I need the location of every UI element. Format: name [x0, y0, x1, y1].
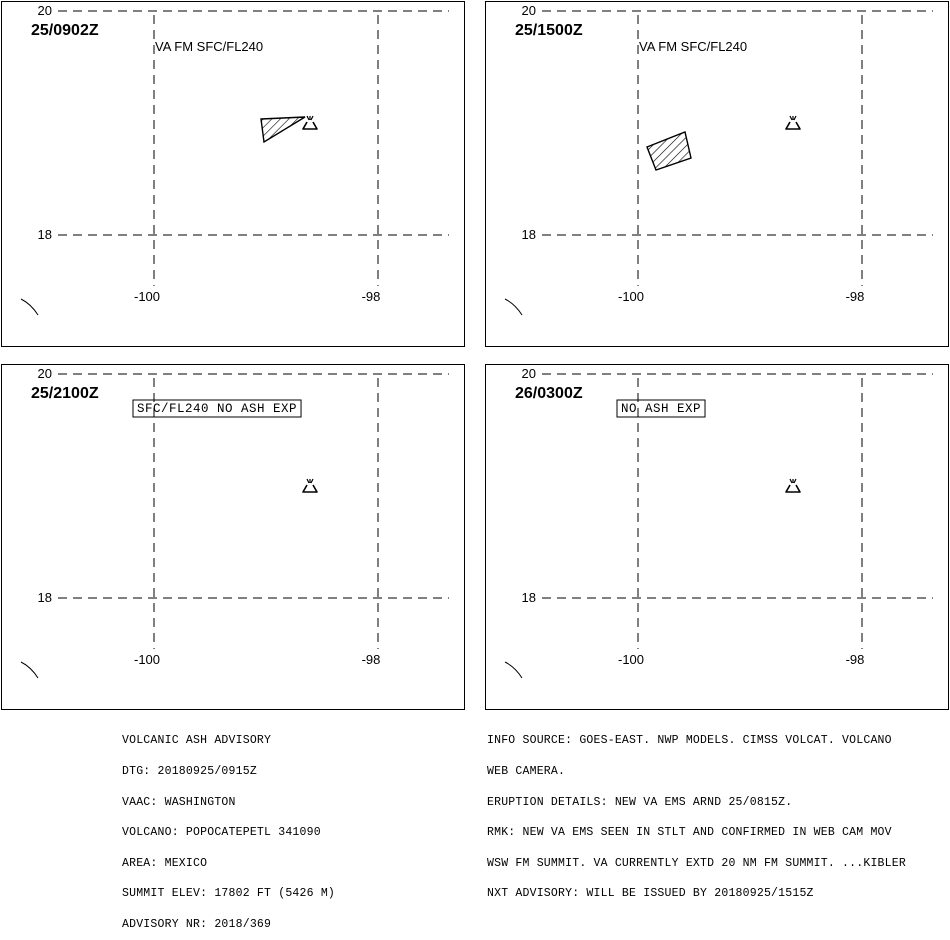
map-panel	[486, 2, 949, 347]
advisory-line: NXT ADVISORY: WILL BE ISSUED BY 20180925/1515Z	[487, 887, 814, 901]
advisory-line: VOLCANO: POPOCATEPETL 341090	[122, 826, 321, 840]
lon-tick-label: -100	[133, 652, 161, 667]
volcano-icon	[786, 116, 800, 129]
volcano-icon	[786, 479, 800, 492]
coastline	[21, 299, 38, 315]
panel-time-label: 26/0300Z	[515, 385, 583, 402]
advisory-line: ERUPTION DETAILS: NEW VA EMS ARND 25/0815Z.	[487, 795, 793, 809]
lon-tick-label: -98	[361, 652, 381, 667]
advisory-info-right	[487, 716, 906, 910]
volcano-icon	[303, 479, 317, 492]
coastline	[505, 662, 522, 678]
coastline	[505, 299, 522, 315]
advisory-line: ADVISORY NR: 2018/369	[122, 917, 272, 931]
advisory-line: VOLCANIC ASH ADVISORY	[122, 734, 272, 748]
volcano-plume	[307, 479, 313, 483]
lat-tick-label: 18	[37, 227, 52, 242]
panel-time-label: 25/1500Z	[515, 22, 583, 39]
advisory-line: VAAC: WASHINGTON	[122, 795, 236, 809]
lon-tick-label: -100	[133, 289, 161, 304]
panel-border	[2, 365, 465, 710]
volcano-cone	[303, 485, 317, 492]
lat-tick-label: 18	[37, 590, 52, 605]
panel-caption: SFC/FL240 NO ASH EXP	[137, 402, 298, 416]
volcano-plume	[307, 116, 313, 120]
ash-area	[261, 117, 305, 142]
panel-caption: VA FM SFC/FL240	[155, 39, 264, 54]
lon-tick-label: -100	[617, 289, 645, 304]
advisory-line: AREA: MEXICO	[122, 856, 208, 870]
panel-time-label: 25/2100Z	[31, 385, 99, 402]
volcano-cone	[303, 122, 317, 129]
advisory-line: WSW FM SUMMIT. VA CURRENTLY EXTD 20 NM FM SUMMIT. ...KIBLER	[487, 856, 906, 870]
map-panel	[2, 365, 465, 710]
lat-tick-label: 20	[37, 366, 52, 381]
map-panel	[486, 365, 949, 710]
lon-tick-label: -98	[845, 652, 865, 667]
advisory-line: DTG: 20180925/0915Z	[122, 765, 257, 778]
volcano-cone	[786, 122, 800, 129]
volcano-plume	[790, 116, 796, 120]
lon-tick-label: -100	[617, 652, 645, 667]
lat-tick-label: 18	[521, 227, 536, 242]
panel-caption: VA FM SFC/FL240	[639, 39, 748, 54]
advisory-line: SUMMIT ELEV: 17802 FT (5426 M)	[122, 887, 336, 901]
lat-tick-label: 20	[37, 3, 52, 18]
panel-time-label: 25/0902Z	[31, 22, 99, 39]
map-panel	[2, 2, 465, 347]
advisory-line: RMK: NEW VA EMS SEEN IN STLT AND CONFIRMED IN WEB CAM MOV	[487, 826, 892, 840]
advisory-line: INFO SOURCE: GOES-EAST. NWP MODELS. CIMSS VOLCAT. VOLCANO	[487, 734, 892, 748]
advisory-line: WEB CAMERA.	[487, 765, 566, 778]
volcano-plume	[790, 479, 796, 483]
lon-tick-label: -98	[845, 289, 865, 304]
panel-border	[486, 365, 949, 710]
coastline	[21, 662, 38, 678]
lat-tick-label: 20	[521, 3, 536, 18]
lon-tick-label: -98	[361, 289, 381, 304]
volcano-cone	[786, 485, 800, 492]
ash-area	[647, 132, 691, 170]
volcano-icon	[303, 116, 317, 129]
advisory-info-left	[122, 716, 335, 940]
lat-tick-label: 18	[521, 590, 536, 605]
panel-caption: NO ASH EXP	[621, 402, 702, 416]
lat-tick-label: 20	[521, 366, 536, 381]
